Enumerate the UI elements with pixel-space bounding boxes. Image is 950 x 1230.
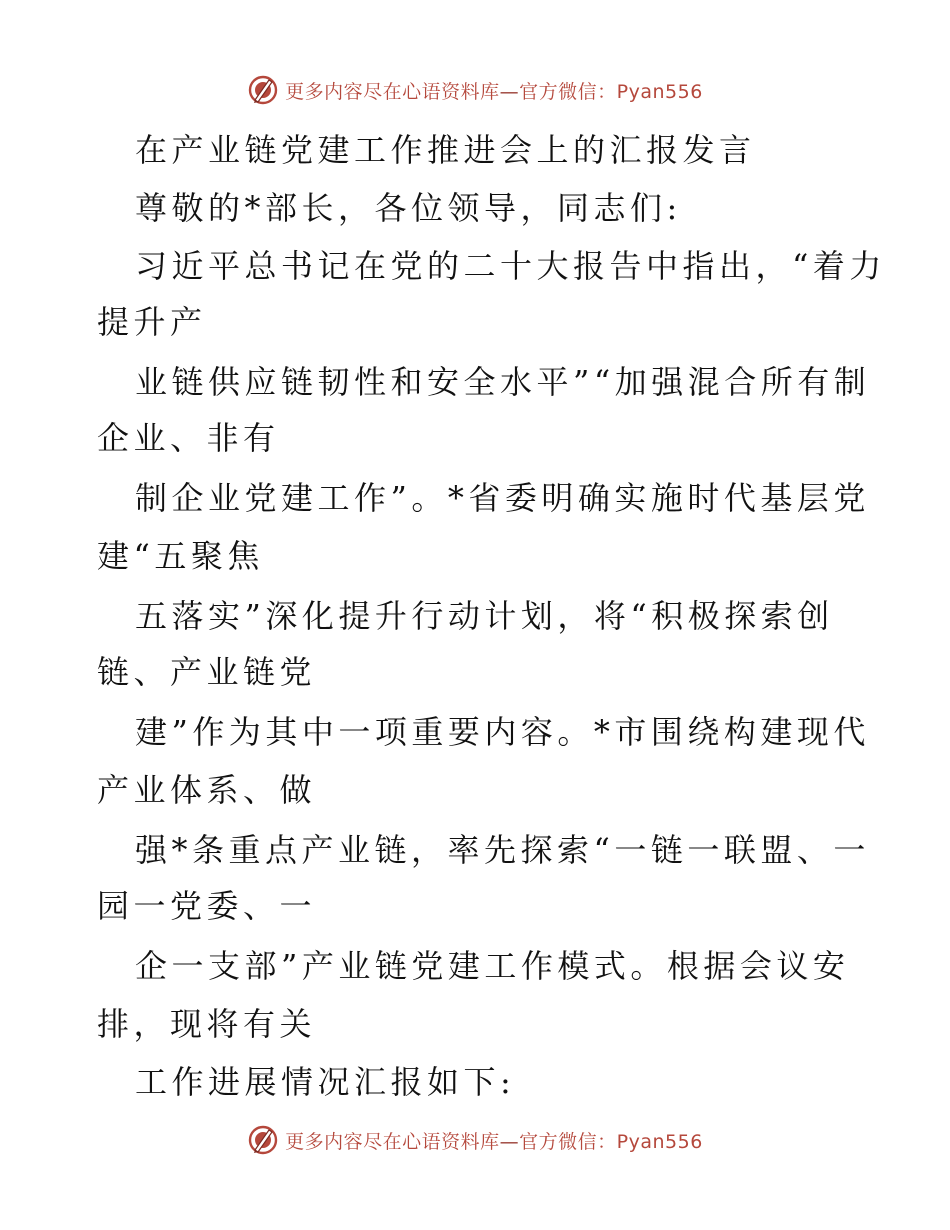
paragraph-line: 建”作为其中一项重要内容。*市围绕构建现代 (135, 713, 870, 751)
header-banner-separator: — (499, 80, 520, 103)
paragraph-line: 工作进展情况汇报如下: (135, 1063, 516, 1101)
paragraph-line: 五落实”深化提升行动计划，将“积极探索创 (135, 597, 834, 635)
paragraph-line: 排，现将有关 (97, 1005, 317, 1043)
header-banner-title: 更多内容尽在心语资料库 (285, 80, 500, 103)
footer-banner (0, 1120, 950, 1160)
footer-banner-content (247, 1124, 703, 1156)
paragraph-line: 园一党委、一 (97, 887, 317, 925)
paragraph-line: 提升产 (97, 303, 207, 341)
paragraph-line: 业链供应链韧性和安全水平”“加强混合所有制 (135, 363, 871, 401)
paragraph-line: 制企业党建工作”。*省委明确实施时代基层党 (135, 479, 870, 517)
footer-banner-title: 更多内容尽在心语资料库 (285, 1130, 500, 1153)
paragraph-line: 链、产业链党 (97, 653, 317, 691)
paragraph-line: 企一支部”产业链党建工作模式。根据会议安 (135, 947, 850, 985)
document-salutation: 尊敬的*部长，各位领导，同志们: (135, 189, 682, 227)
header-banner-text (285, 77, 703, 104)
header-banner (0, 70, 950, 110)
header-banner-wechat: 官方微信：Pyan556 (519, 80, 703, 103)
footer-banner-wechat: 官方微信：Pyan556 (519, 1130, 703, 1153)
header-banner-content (247, 74, 703, 106)
pen-seal-logo-icon (247, 1124, 279, 1156)
paragraph-line: 习近平总书记在党的二十大报告中指出，“着力 (135, 247, 886, 285)
paragraph-line: 建“五聚焦 (97, 537, 264, 575)
paragraph-line: 企业、非有 (97, 419, 280, 457)
footer-banner-separator: — (499, 1130, 520, 1153)
document-title: 在产业链党建工作推进会上的汇报发言 (135, 131, 756, 169)
pen-seal-logo-icon (247, 74, 279, 106)
paragraph-line: 产业体系、做 (97, 771, 317, 809)
footer-banner-text (285, 1127, 703, 1154)
paragraph-line: 强*条重点产业链，率先探索“一链一联盟、一 (135, 831, 870, 869)
